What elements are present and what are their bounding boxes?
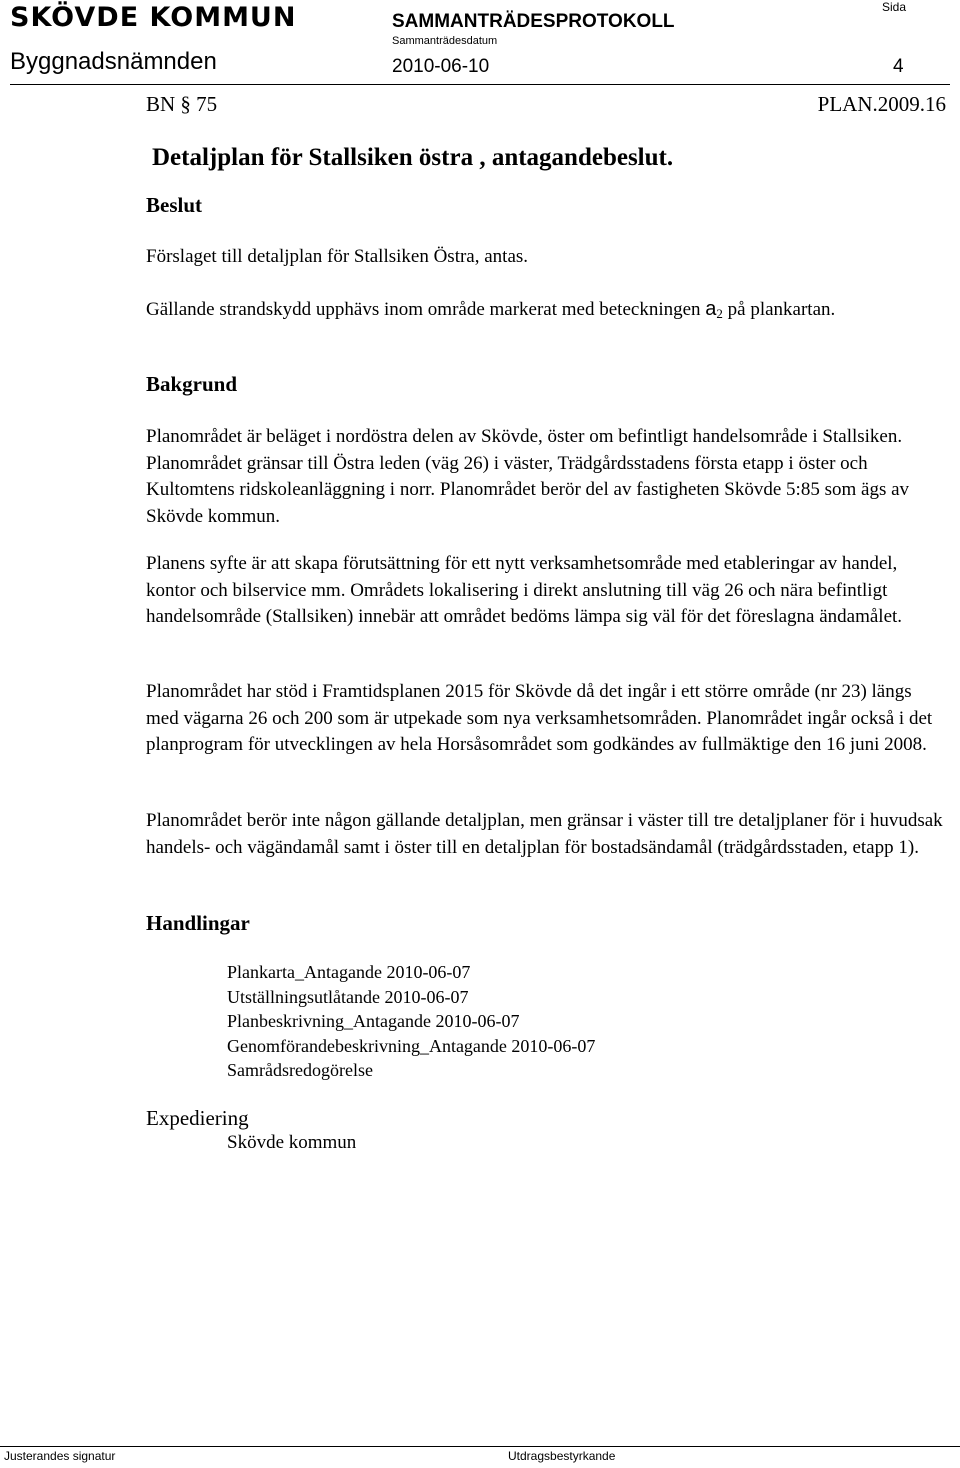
bakgrund-heading: Bakgrund xyxy=(146,372,238,396)
document-item: Plankarta_Antagande 2010-06-07 xyxy=(227,962,471,982)
background-paragraph: Planområdet har stöd i Framtidsplanen 2015 för Skövde då det ingår i ett större område (nr 23) längs med vägarna 26 och 200 som är utpekade som nya verksamhetsområden. Planområdet ingår också i det planprogram för utvecklingen av hela Horsåsområdet som godkändes av fullmäktige den 16 juni 2008. xyxy=(146,681,933,755)
document-item: Utställningsutlåtande 2010-06-07 xyxy=(227,986,469,1007)
decision-paragraph: Förslaget till detaljplan för Stallsiken Östra, antas. xyxy=(146,246,529,267)
document-type: SAMMANTRÄDESPROTOKOLL xyxy=(392,11,675,32)
page-label: Sida xyxy=(882,0,907,14)
date-label: Sammanträdesdatum xyxy=(392,35,498,47)
paragraph-reference: BN § 75 xyxy=(146,92,218,116)
handlingar-heading: Handlingar xyxy=(146,911,250,935)
background-paragraph: Planområdet berör inte någon gällande detaljplan, men gränsar i väster till tre detaljplaner för i huvudsak handels- och vägändamål samt i öster till en detaljplan för bostadsändamål (trädgårdsstaden, etapp 1). xyxy=(146,810,943,858)
footer-divider xyxy=(0,1446,960,1447)
header-divider xyxy=(10,84,950,85)
signature-label: Justerandes signatur xyxy=(4,1449,116,1463)
page-number: 4 xyxy=(893,56,904,77)
zone-symbol: a xyxy=(705,298,717,320)
municipality-logo: SKÖVDE KOMMUN xyxy=(10,2,297,33)
extract-label: Utdragsbestyrkande xyxy=(508,1449,616,1463)
decision-paragraph xyxy=(146,296,946,328)
expediering-recipient: Skövde kommun xyxy=(227,1132,357,1153)
beslut-heading: Beslut xyxy=(146,193,203,217)
decision-text: på plankartan. xyxy=(722,299,836,320)
documents-list xyxy=(227,960,595,1083)
zone-symbol-subscript: 2 xyxy=(716,306,723,321)
decision-text: Gällande strandskydd upphävs inom område markerat med beteckningen xyxy=(146,299,706,320)
background-paragraph: Planområdet är beläget i nordöstra delen av Skövde, öster om befintligt handelsområde i Stallsiken. Planområdet gränsar till Östra leden (väg 26) i väster, Trädgårdsstadens första etapp i öster och Kultomtens ridskoleanläggning i norr. Planområdet berör del av fastigheten Skövde 5:85 som ägs av Skövde kommun. xyxy=(146,426,910,527)
item-title: Detaljplan för Stallsiken östra , antagandebeslut. xyxy=(152,144,674,171)
document-item: Planbeskrivning_Antagande 2010-06-07 xyxy=(227,1011,520,1031)
case-number: PLAN.2009.16 xyxy=(817,92,946,116)
document-item: Samrådsredogörelse xyxy=(227,1060,373,1080)
document-item: Genomförandebeskrivning_Antagande 2010-06-07 xyxy=(227,1035,596,1056)
expediering-label: Expediering xyxy=(146,1106,249,1130)
background-paragraph: Planens syfte är att skapa förutsättning för ett nytt verksamhetsområde med etableringar av handel, kontor och bilservice mm. Områdets lokalisering i direkt anslutning till väg 26 och nära befintligt handelsområde (Stallsiken) innebär att området bedöms lämpa sig väl för det föreslagna ändamålet. xyxy=(146,553,903,627)
meeting-date: 2010-06-10 xyxy=(392,56,490,77)
committee-name: Byggnadsnämnden xyxy=(10,48,217,75)
